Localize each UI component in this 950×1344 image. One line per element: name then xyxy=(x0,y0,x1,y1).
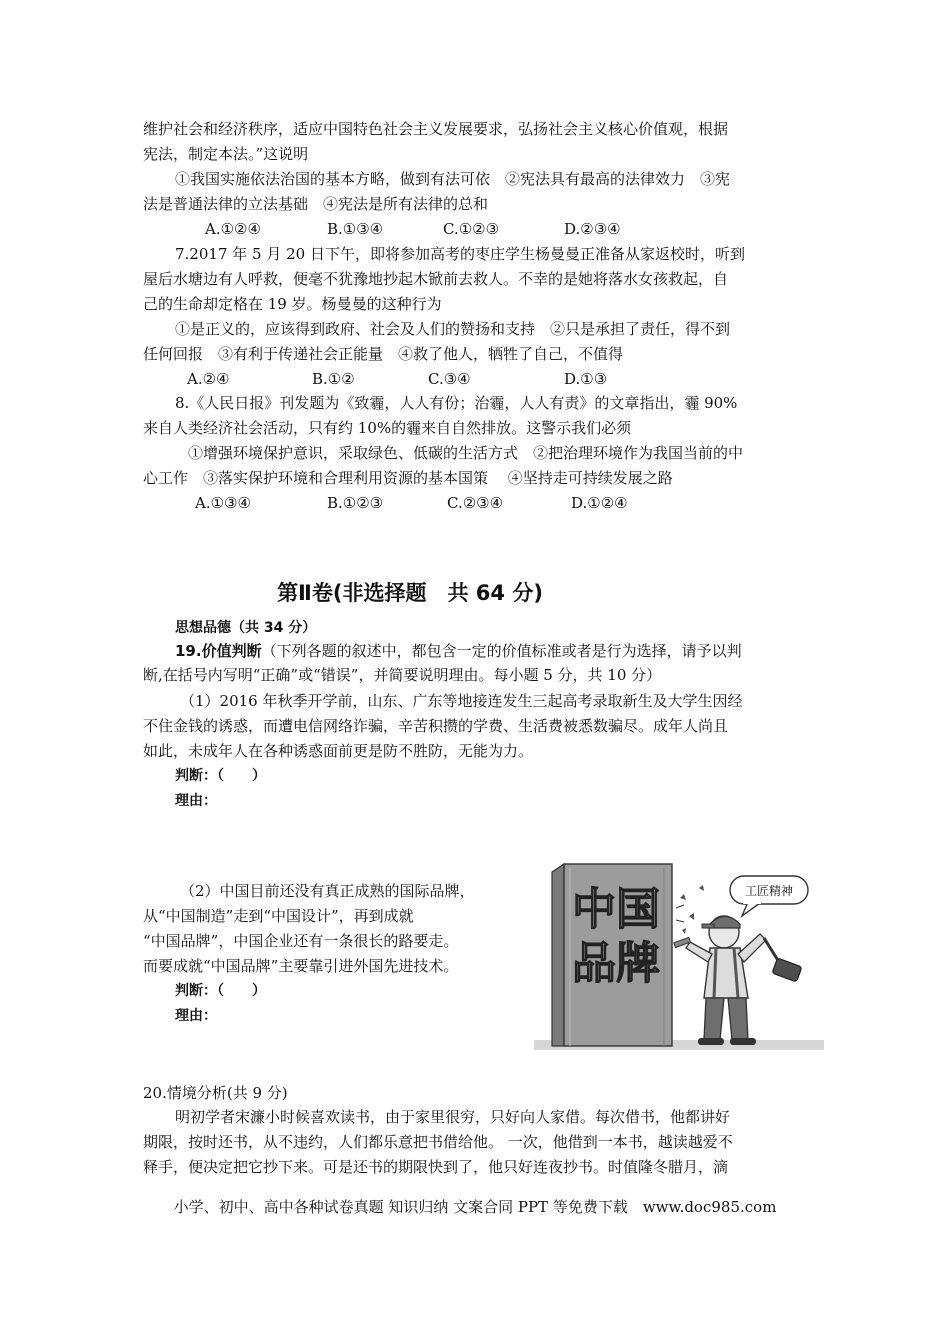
q19-2-line-4: 而要成就“中国品牌”主要靠引进外国先进技术。 xyxy=(143,957,459,975)
q19-2-line-1: （2）中国目前还没有真正成熟的国际品牌， xyxy=(180,882,475,900)
q19-2-line-3: “中国品牌”，中国企业还有一条很长的路要走。 xyxy=(143,932,459,950)
q19-heading-line-2: 断,在括号内写明“正确”或“错误”，并简要说明理由。每小题 5 分，共 10 分） xyxy=(143,666,662,684)
q6-choice-d: D.②③④ xyxy=(564,220,621,238)
q8-text-line-2: 来自人类经济社会活动，只有约 10%的霾来自自然排放。这警示我们必须 xyxy=(143,419,632,437)
subsection-heading: 思想品德（共 34 分） xyxy=(175,620,317,636)
q6-choice-a: A.①②④ xyxy=(205,220,261,238)
cartoon-block-text-bottom: 品牌 xyxy=(572,938,660,989)
q7-options-line-2: 任何回报 ③有利于传递社会正能量 ④救了他人，牺牲了自己，不值得 xyxy=(143,345,624,363)
q8-options-line-2: 心工作 ③落实保护环境和合理利用资源的基本国策 ④坚持走可持续发展之路 xyxy=(143,469,673,487)
q6-options-line-2: 法是普通法律的立法基础 ④宪法是所有法律的总和 xyxy=(143,195,489,213)
q19-heading-rest: （下列各题的叙述中，都包含一定的价值标准或者是行为选择，请予以判 xyxy=(261,642,742,660)
q20-text-line-2: 期限，按时还书，从不违约，人们都乐意把书借给他。 一次，他借到一本书，越读越爱不 xyxy=(143,1133,733,1151)
q7-text-line-1: 7.2017 年 5 月 20 日下午，即将参加高考的枣庄学生杨曼曼正准备从家返校时，听到 xyxy=(175,245,745,263)
q6-text-line-1: 维护社会和经济秩序，适应中国特色社会主义发展要求，弘扬社会主义核心价值观，根据 xyxy=(143,120,729,138)
cartoon-block-side xyxy=(552,864,564,1046)
q20-text-line-3: 释手，便决定把它抄下来。可是还书的期限快到了，他只好连夜抄书。时值隆冬腊月，滴 xyxy=(143,1158,729,1176)
q6-options-line-1: ①我国实施依法治国的基本方略，做到有法可依 ②宪法具有最高的法律效力 ③宪 xyxy=(175,170,731,188)
q20-heading: 20.情境分析(共 9 分) xyxy=(143,1084,288,1102)
q8-choice-b: B.①②③ xyxy=(327,494,384,512)
q7-choice-a: A.②④ xyxy=(187,370,230,388)
q20-text-line-1: 明初学者宋濂小时候喜欢读书，由于家里很穷，只好向人家借。每次借书，他都讲好 xyxy=(175,1108,731,1126)
q7-choice-b: B.①② xyxy=(312,370,355,388)
q19-1-reason-label: 理由： xyxy=(175,793,217,809)
q19-heading-label: 19.价值判断 xyxy=(175,642,262,660)
worker-left-arm xyxy=(686,942,712,962)
q19-heading-line-1 xyxy=(175,640,742,662)
q19-1-judge-label: 判断：（ ） xyxy=(175,768,266,784)
worker-right-arm xyxy=(738,934,766,962)
q19-2-line-2: 从“中国制造”走到“中国设计”，再到成就 xyxy=(143,907,414,925)
q8-choice-a: A.①③④ xyxy=(195,494,251,512)
cartoon-block-text-top: 中国 xyxy=(572,884,660,935)
q19-2-judge-label: 判断：（ ） xyxy=(175,983,266,999)
section-title: 第Ⅱ卷(非选择题 共 64 分) xyxy=(277,581,543,605)
q7-text-line-2: 屋后水塘边有人呼救，便毫不犹豫地抄起木锨前去救人。不幸的是她将落水女孩救起，自 xyxy=(143,270,729,288)
q8-options-line-1: ①增强环境保护意识，采取绿色、低碳的生活方式 ②把治理环境作为我国当前的中 xyxy=(188,444,744,462)
hammer-icon xyxy=(772,958,802,982)
q19-1-line-1: （1）2016 年秋季开学前，山东、广东等地接连发生三起高考录取新生及大学生因经 xyxy=(180,692,743,710)
q7-options-line-1: ①是正义的，应该得到政府、社会及人们的赞扬和支持 ②只是承担了责任，得不到 xyxy=(175,320,731,338)
q7-text-line-3: 己的生命却定格在 19 岁。杨曼曼的这种行为 xyxy=(143,295,442,313)
q6-choice-c: C.①②③ xyxy=(443,220,500,238)
q7-choice-d: D.①③ xyxy=(564,370,608,388)
worker-right-leg xyxy=(728,998,748,1040)
q19-2-reason-label: 理由： xyxy=(175,1008,217,1024)
speech-bubble-text: 工匠精神 xyxy=(744,884,794,898)
q19-1-line-3: 如此，未成年人在各种诱惑面前更是防不胜防，无能为力。 xyxy=(143,742,534,760)
page-footer: 小学、初中、高中各种试卷真题 知识归纳 文案合同 PPT 等免费下载 www.doc985.com xyxy=(173,1198,777,1216)
worker-left-leg xyxy=(704,998,724,1040)
q8-text-line-1: 8.《人民日报》刊发题为《致霾，人人有份；治霾，人人有责》的文章指出，霾 90% xyxy=(175,394,738,412)
q8-choice-d: D.①②④ xyxy=(571,494,628,512)
q19-1-line-2: 不住金钱的诱惑，而遭电信网络诈骗，辛苦积攒的学费、生活费被悉数骗尽。成年人尚且 xyxy=(143,717,729,735)
q7-choice-c: C.③④ xyxy=(428,370,471,388)
q6-choice-b: B.①③④ xyxy=(327,220,384,238)
q6-text-line-2: 宪法，制定本法。”这说明 xyxy=(143,145,309,163)
craftsman-cartoon xyxy=(534,858,824,1050)
q8-choice-c: C.②③④ xyxy=(447,494,504,512)
